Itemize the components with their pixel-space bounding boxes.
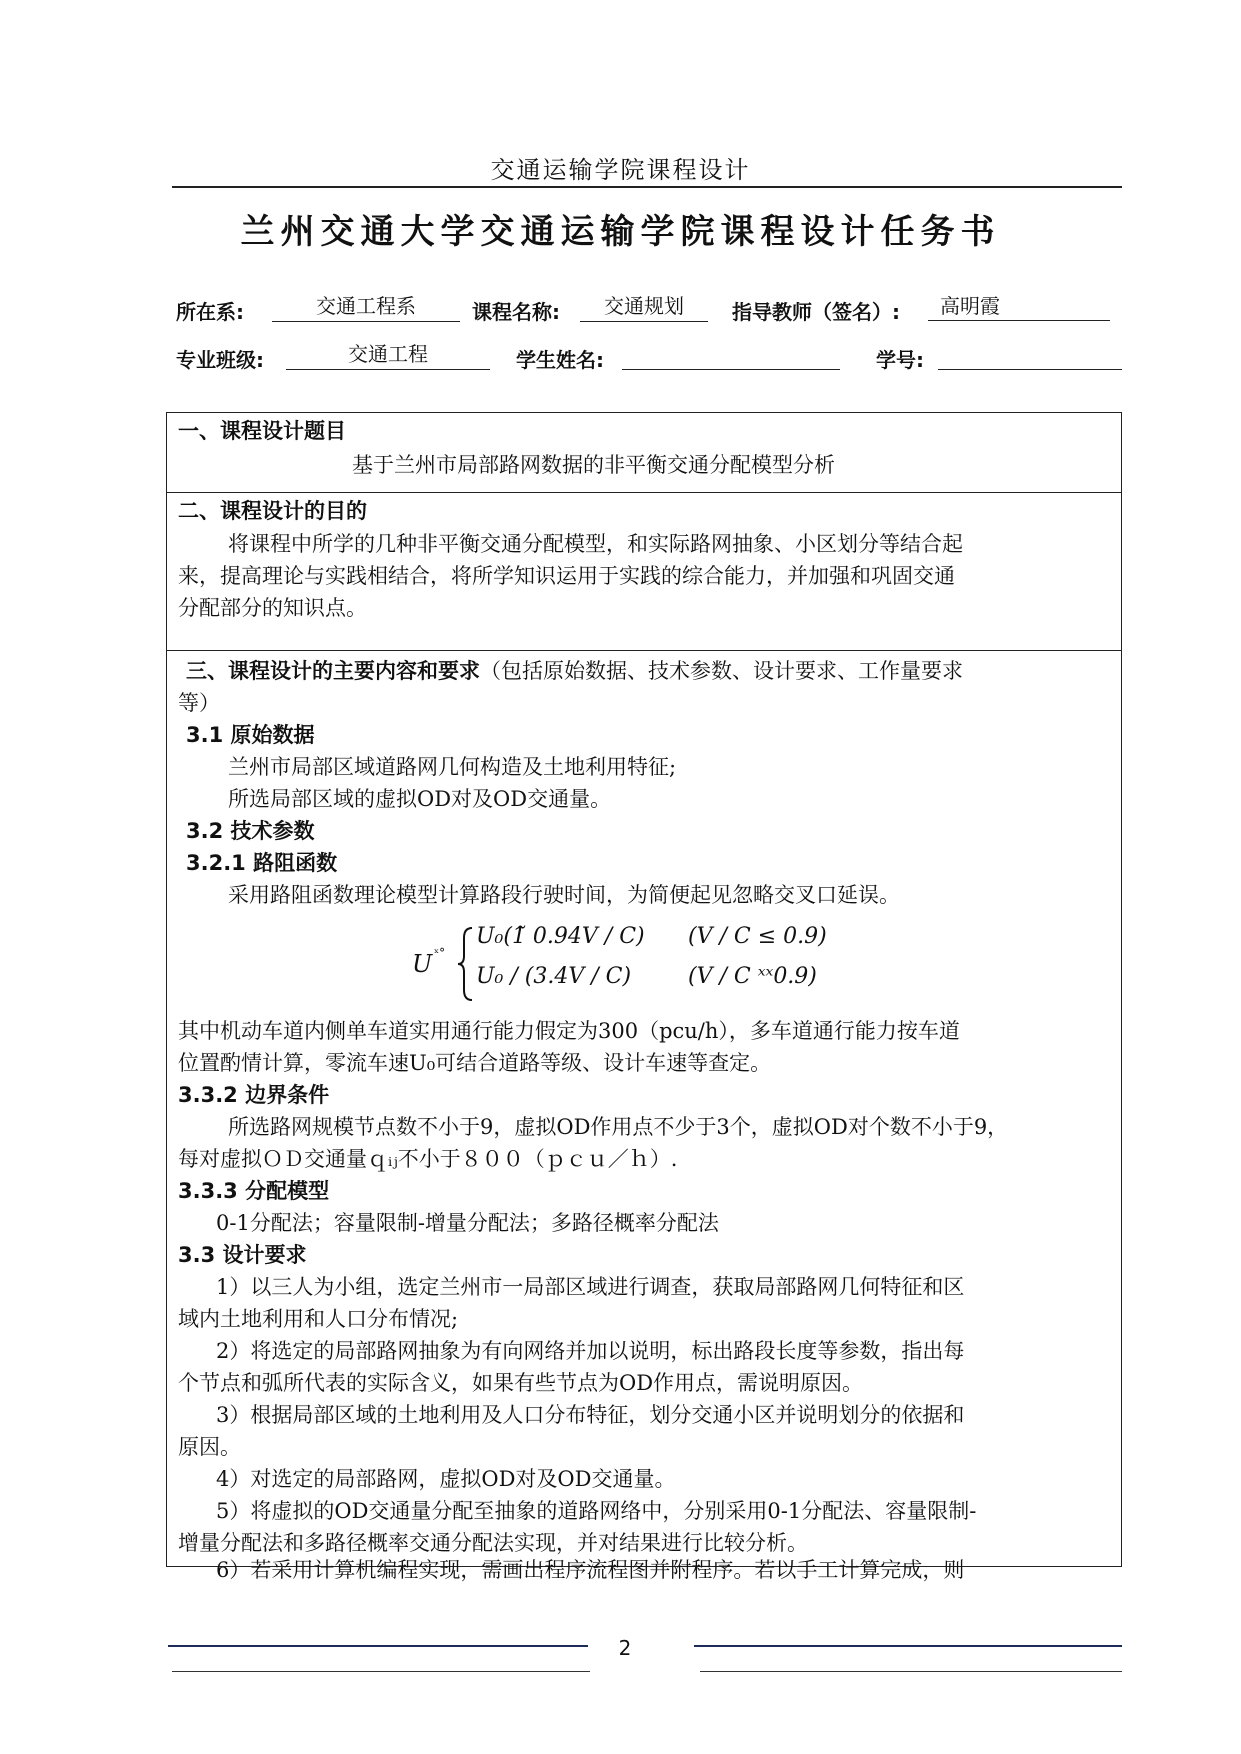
purpose-line: 分配部分的知识点。: [178, 596, 367, 620]
requirement-line: 域内土地利用和人口分布情况;: [178, 1307, 459, 1331]
requirement-line: 1）以三人为小组，选定兰州市一局部区域进行调查，获取局部路网几何特征和区: [216, 1275, 965, 1299]
requirement-line: 3）根据局部区域的土地利用及人口分布特征，划分交通小区并说明划分的依据和: [216, 1403, 965, 1427]
formula-lhs-symbol: ˣ°: [434, 946, 446, 960]
requirement-line: 增量分配法和多路径概率交通分配法实现，并对结果进行比较分析。: [178, 1531, 808, 1555]
formula-case-2: U₀ / (3.4V / C): [476, 964, 632, 989]
teacher-label: 指导教师（签名）:: [732, 300, 900, 324]
subsection-3-1-heading: 3.1 原始数据: [186, 723, 315, 747]
design-topic: 基于兰州市局部路网数据的非平衡交通分配模型分析: [352, 453, 835, 477]
dept-label: 所在系:: [176, 300, 244, 324]
page-number: 2: [618, 1636, 632, 1660]
section-3-heading-row: [186, 656, 963, 686]
section-2-heading: 二、课程设计的目的: [178, 499, 367, 523]
impedance-formula: [412, 924, 832, 1004]
section-1-heading: 一、课程设计题目: [178, 419, 346, 443]
model-line: 0-1分配法；容量限制-增量分配法；多路径概率分配法: [216, 1211, 719, 1235]
student-field[interactable]: [622, 339, 840, 370]
purpose-line: 将课程中所学的几种非平衡交通分配模型，和实际路网抽象、小区划分等结合起: [228, 532, 963, 556]
subsection-3-3-2-heading: 3.3.2 边界条件: [178, 1083, 330, 1107]
section-3-note-cont: 等）: [178, 691, 220, 715]
footer-thin-rule-right: [700, 1671, 1122, 1672]
formula-cond-2: (V / C ˣˣ0.9): [688, 964, 817, 989]
requirement-line: 个节点和弧所代表的实际含义，如果有些节点为OD作用点，需说明原因。: [178, 1371, 864, 1395]
id-label: 学号:: [876, 348, 924, 372]
teacher-field[interactable]: 高明霞: [928, 291, 1110, 321]
requirement-line: 4）对选定的局部路网，虚拟OD对及OD交通量。: [216, 1467, 676, 1491]
footer-rule-right: [694, 1645, 1122, 1647]
class-label: 专业班级:: [176, 348, 264, 372]
formula-case-1: U₀(1̃ 0.94V / C): [476, 924, 645, 949]
requirement-line: 原因。: [178, 1435, 241, 1459]
capacity-line: 其中机动车道内侧单车道实用通行能力假定为300（pcu/h），多车道通行能力按车道: [178, 1019, 960, 1043]
header-rule: [172, 186, 1122, 188]
requirement-line: 2）将选定的局部路网抽象为有向网络并加以说明，标出路段长度等参数，指出每: [216, 1339, 965, 1363]
id-field[interactable]: [938, 339, 1122, 370]
raw-data-line: 所选局部区域的虚拟OD对及OD交通量。: [228, 787, 612, 811]
raw-data-line: 兰州市局部区域道路网几何构造及土地利用特征;: [228, 755, 677, 779]
subsection-3-3-heading: 3.3 设计要求: [178, 1243, 307, 1267]
section-3-heading: 三、课程设计的主要内容和要求: [186, 659, 480, 683]
table-divider-1: [166, 492, 1122, 493]
capacity-line: 位置酌情计算，零流车速U₀可结合道路等级、设计车速等查定。: [178, 1051, 772, 1075]
table-divider-2: [166, 650, 1122, 651]
subsection-3-2-heading: 3.2 技术参数: [186, 819, 315, 843]
formula-lhs: U: [412, 950, 433, 978]
requirement-line: 5）将虚拟的OD交通量分配至抽象的道路网络中，分别采用0-1分配法、容量限制-: [216, 1499, 977, 1523]
footer-thin-rule-left: [172, 1671, 590, 1672]
course-field[interactable]: 交通规划: [580, 291, 708, 322]
boundary-line: 每对虚拟ＯＤ交通量ｑᵢⱼ不小于８００（ｐｃｕ／ｈ）.: [178, 1147, 678, 1171]
footer-rule-left: [168, 1645, 588, 1647]
purpose-line: 来，提高理论与实践相结合，将所学知识运用于实践的综合能力，并加强和巩固交通: [178, 564, 955, 588]
subsection-3-2-1-heading: 3.2.1 路阻函数: [186, 851, 338, 875]
course-label: 课程名称:: [472, 300, 560, 324]
section-3-note: （包括原始数据、技术参数、设计要求、工作量要求: [480, 659, 963, 683]
subsection-3-3-3-heading: 3.3.3 分配模型: [178, 1179, 330, 1203]
impedance-line: 采用路阻函数理论模型计算路段行驶时间，为简便起见忽略交叉口延误。: [228, 883, 900, 907]
running-header: 交通运输学院课程设计: [490, 156, 751, 184]
class-field[interactable]: 交通工程: [286, 339, 490, 370]
dept-field[interactable]: 交通工程系: [272, 291, 460, 322]
boundary-line: 所选路网规模节点数不小于9，虚拟OD作用点不少于3个，虚拟OD对个数不小于9，: [228, 1115, 1009, 1139]
student-label: 学生姓名:: [516, 348, 604, 372]
formula-cond-1: (V / C ≤ 0.9): [688, 924, 827, 949]
requirement-line: 6）若采用计算机编程实现，需画出程序流程图并附程序。若以手工计算完成，则: [216, 1558, 965, 1582]
brace-icon: [456, 926, 476, 1002]
document-title: 兰州交通大学交通运输学院课程设计任务书: [240, 212, 1001, 252]
